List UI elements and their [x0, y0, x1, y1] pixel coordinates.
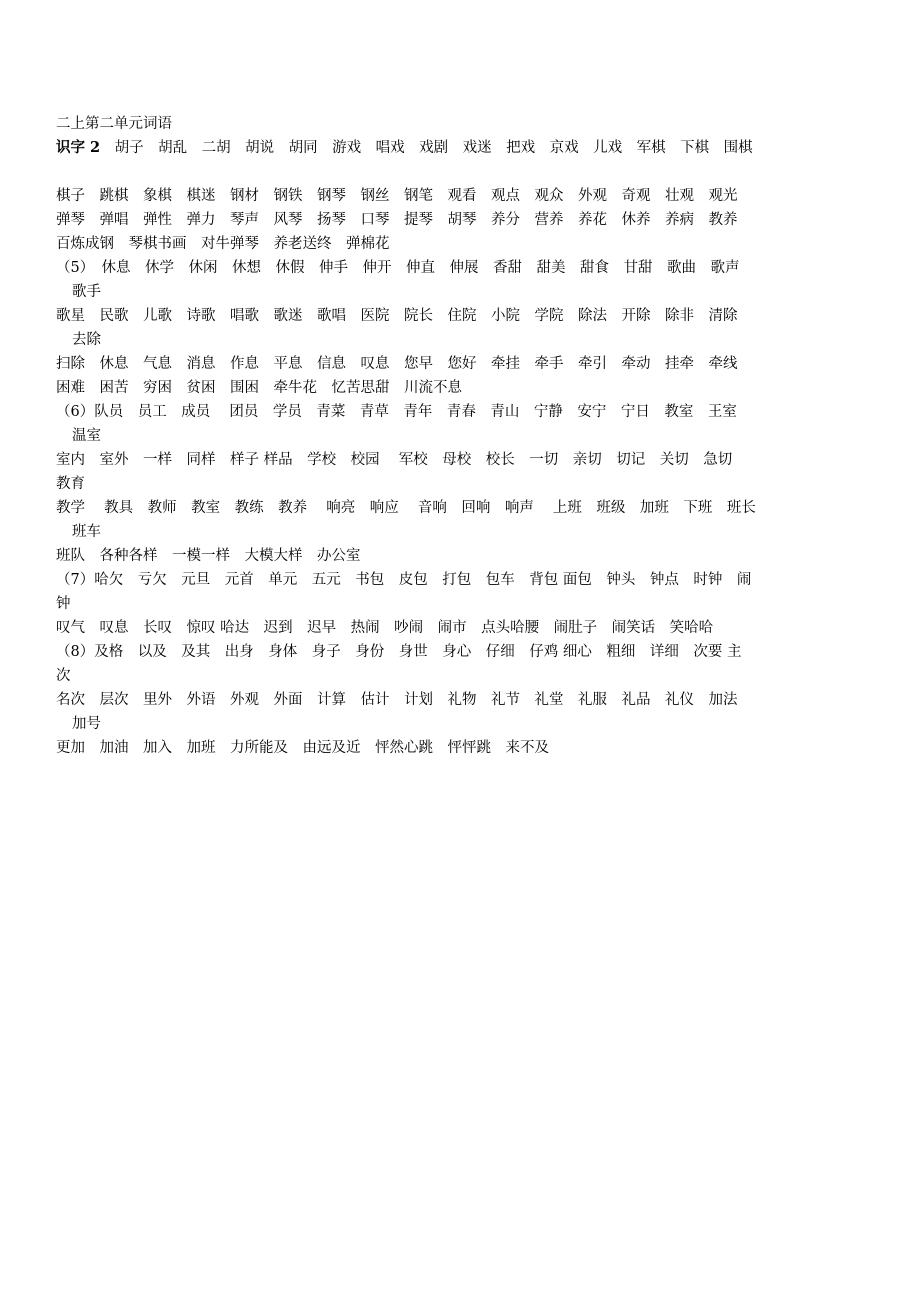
text-line: （6）队员 员工 成员 团员 学员 青菜 青草 青年 青春 青山 宁静 安宁 宁日 教室 王室	[56, 404, 737, 420]
text-line-wrap: 钟	[56, 596, 71, 612]
text-line-wrap: 歌手	[72, 284, 101, 300]
text-line: （7）哈欠 亏欠 元旦 元首 单元 五元 书包 皮包 打包 包车 背包 面包 钟头 钟点 时钟 闹	[56, 572, 752, 588]
text-line-wrap: 去除	[72, 332, 101, 348]
text-line: 班队 各种各样 一模一样 大模大样 办公室	[56, 548, 361, 564]
document-title: 二上第二单元词语	[56, 116, 172, 132]
lesson-label: 识字 2	[56, 139, 101, 156]
text-line: 教学 教具 教师 教室 教练 教养 响亮 响应 音响 回响 响声 上班 班级 加班 下班 班长	[56, 500, 756, 516]
text-line-wrap: 温室	[72, 428, 101, 444]
text-line: 百炼成钢 琴棋书画 对牛弹琴 养老送终 弹棉花	[56, 236, 390, 252]
text-line: 更加 加油 加入 加班 力所能及 由远及近 怦然心跳 怦怦跳 来不及	[56, 740, 549, 756]
text-line: 困难 困苦 穷困 贫困 围困 牵牛花 忆苦思甜 川流不息	[56, 380, 462, 396]
text-line: 弹琴 弹唱 弹性 弹力 琴声 风琴 扬琴 口琴 提琴 胡琴 养分 营养 养花 休养 养病 教养	[56, 212, 738, 228]
text-line-wrap: 班车	[72, 524, 101, 540]
text-line: （5） 休息 休学 休闲 休想 休假 伸手 伸开 伸直 伸展 香甜 甜美 甜食 甘甜 歌曲 歌声	[56, 260, 740, 276]
text-line-wrap: 教育	[56, 476, 85, 492]
text-line: 歌星 民歌 儿歌 诗歌 唱歌 歌迷 歌唱 医院 院长 住院 小院 学院 除法 开除 除非 清除	[56, 308, 738, 324]
text-line-wrap: 加号	[72, 716, 101, 732]
text-line: 室内 室外 一样 同样 样子 样品 学校 校园 军校 母校 校长 一切 亲切 切记 关切 急切	[56, 452, 733, 468]
blank-line	[56, 160, 856, 184]
text-line: 识字 2 胡子 胡乱 二胡 胡说 胡同 游戏 唱戏 戏剧 戏迷 把戏 京戏 儿戏 军棋 下棋 围棋	[56, 139, 753, 156]
text-line: 扫除 休息 气息 消息 作息 平息 信息 叹息 您早 您好 牵挂 牵手 牵引 牵动 挂牵 牵线	[56, 356, 738, 372]
text-line: 叹气 叹息 长叹 惊叹 哈达 迟到 迟早 热闹 吵闹 闹市 点头哈腰 闹肚子 闹笑话 笑哈哈	[56, 620, 714, 636]
text-line: 名次 层次 里外 外语 外观 外面 计算 估计 计划 礼物 礼节 礼堂 礼服 礼品 礼仪 加法	[56, 692, 738, 708]
text-line: 棋子 跳棋 象棋 棋迷 钢材 钢铁 钢琴 钢丝 钢笔 观看 观点 观众 外观 奇观 壮观 观光	[56, 188, 738, 204]
text-line-wrap: 次	[56, 668, 71, 684]
text-line: （8）及格 以及 及其 出身 身体 身子 身份 身世 身心 仔细 仔鸡 细心 粗细 详细 次要 主	[56, 644, 742, 660]
document-body	[56, 112, 856, 760]
